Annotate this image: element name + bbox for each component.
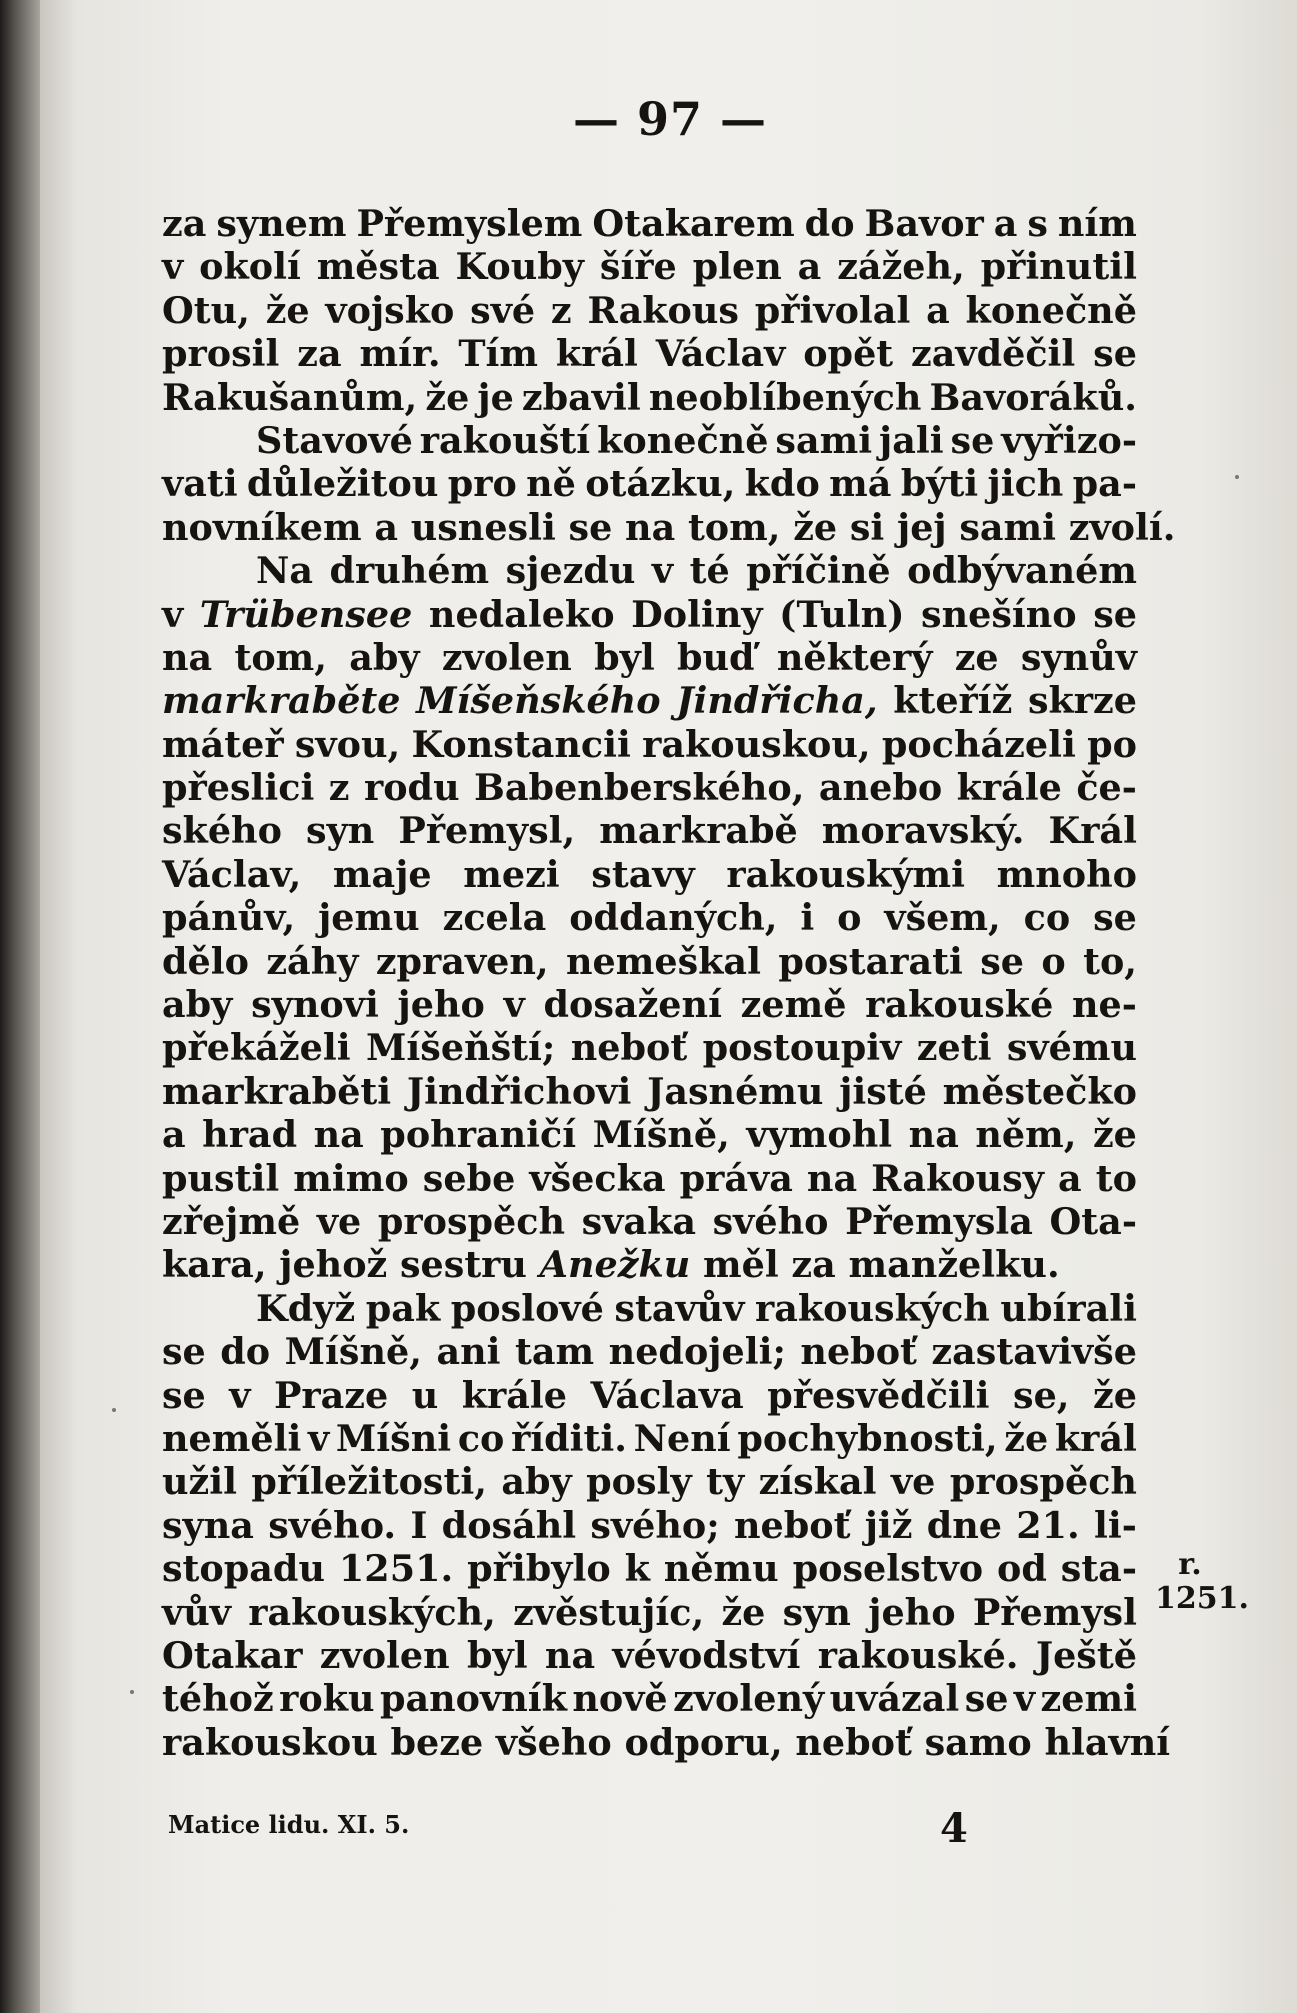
text-line: užil příležitosti, aby posly ty získal ve prospěch (162, 1460, 1137, 1504)
text-line: téhož roku panovník nově zvolený uvázal se v zemi (162, 1677, 1137, 1721)
book-spine-shadow (0, 0, 40, 2013)
text-line: se v Praze u krále Václava přesvědčili se, že (162, 1373, 1137, 1417)
text-line: markraběti Jindřichovi Jasnému jisté městečko (162, 1069, 1137, 1113)
footer-sheet-number: 4 (940, 1805, 968, 1852)
text-line: Rakušanům, že je zbavil neoblíbených Bavoráků. (162, 375, 1137, 419)
text-line: v okolí města Kouby šíře plen a zážeh, přinutil (162, 245, 1137, 289)
text-line: na tom, aby zvolen byl buď některý ze synův (162, 635, 1137, 679)
text-line: Otakar zvolen byl na vévodství rakouské. Ještě (162, 1633, 1137, 1677)
text-line: máteř svou, Konstancii rakouskou, pocházeli po (162, 722, 1137, 766)
body-text (162, 202, 1176, 1764)
text-line: novníkem a usnesli se na tom, že si jej sami zvolí. (162, 505, 1176, 549)
text-line: pánův, jemu zcela oddaných, i o všem, co se (162, 896, 1137, 940)
text-line: markraběte Míšeňského Jindřicha, kteříž skrze (162, 679, 1137, 723)
text-line: přeslici z rodu Babenberského, anebo krále če- (162, 766, 1137, 810)
text-line: ského syn Přemysl, markrabě moravský. Král (162, 809, 1137, 853)
text-line: pustil mimo sebe všecka práva na Rakousy a to (162, 1156, 1137, 1200)
paper-speck (112, 1408, 116, 1412)
text-line: Otu, že vojsko své z Rakous přivolal a konečně (162, 288, 1137, 332)
text-line: se do Míšně, ani tam nedojeli; neboť zastavivše (162, 1330, 1137, 1374)
text-line: Když pak poslové stavův rakouských ubírali (256, 1286, 1137, 1330)
margin-note-year: 1251. (1155, 1581, 1249, 1616)
margin-note-year-label: r. (1178, 1547, 1202, 1582)
text-line: neměli v Míšni co říditi. Není pochybnosti, že král (162, 1416, 1137, 1460)
text-line: zřejmě ve prospěch svaka svého Přemysla Ota- (162, 1199, 1137, 1243)
paper-speck (130, 1690, 134, 1694)
text-line: Na druhém sjezdu v té příčině odbývaném (256, 549, 1137, 593)
text-line: Stavové rakouští konečně sami jali se vyřizo- (256, 418, 1137, 462)
text-line: dělo záhy zpraven, nemeškal postarati se o to, (162, 939, 1137, 983)
text-line: syna svého. I dosáhl svého; neboť již dne 21. li- (162, 1503, 1137, 1547)
text-line: rakouskou beze všeho odporu, neboť samo hlavní (162, 1720, 1171, 1764)
page-number: — 97 — (572, 92, 768, 146)
book-page (40, 0, 1297, 2013)
text-line: vův rakouských, zvěstujíc, že syn jeho Přemysl (162, 1590, 1137, 1634)
text-line: kara, jehož sestru Anežku měl za manželku. (162, 1243, 1060, 1287)
text-line: stopadu 1251. přibylo k němu poselstvo od sta- (162, 1547, 1137, 1591)
text-line: Václav, maje mezi stavy rakouskými mnoho (162, 852, 1137, 896)
text-line: překáželi Míšeňští; neboť postoupiv zeti svému (162, 1026, 1137, 1070)
footer-signature: Matice lidu. XI. 5. (168, 1810, 410, 1839)
text-line: v Trübensee nedaleko Doliny (Tuln) snešíno se (162, 592, 1137, 636)
text-line: aby synovi jeho v dosažení země rakouské ne- (162, 983, 1137, 1027)
text-line: a hrad na pohraničí Míšně, vymohl na něm, že (162, 1113, 1137, 1157)
text-line: prosil za mír. Tím král Václav opět zavděčil se (162, 332, 1137, 376)
text-line: vati důležitou pro ně otázku, kdo má býti jich pa- (162, 462, 1137, 506)
text-line: za synem Přemyslem Otakarem do Bavor a s ním (162, 202, 1137, 245)
paper-speck (1235, 475, 1239, 479)
